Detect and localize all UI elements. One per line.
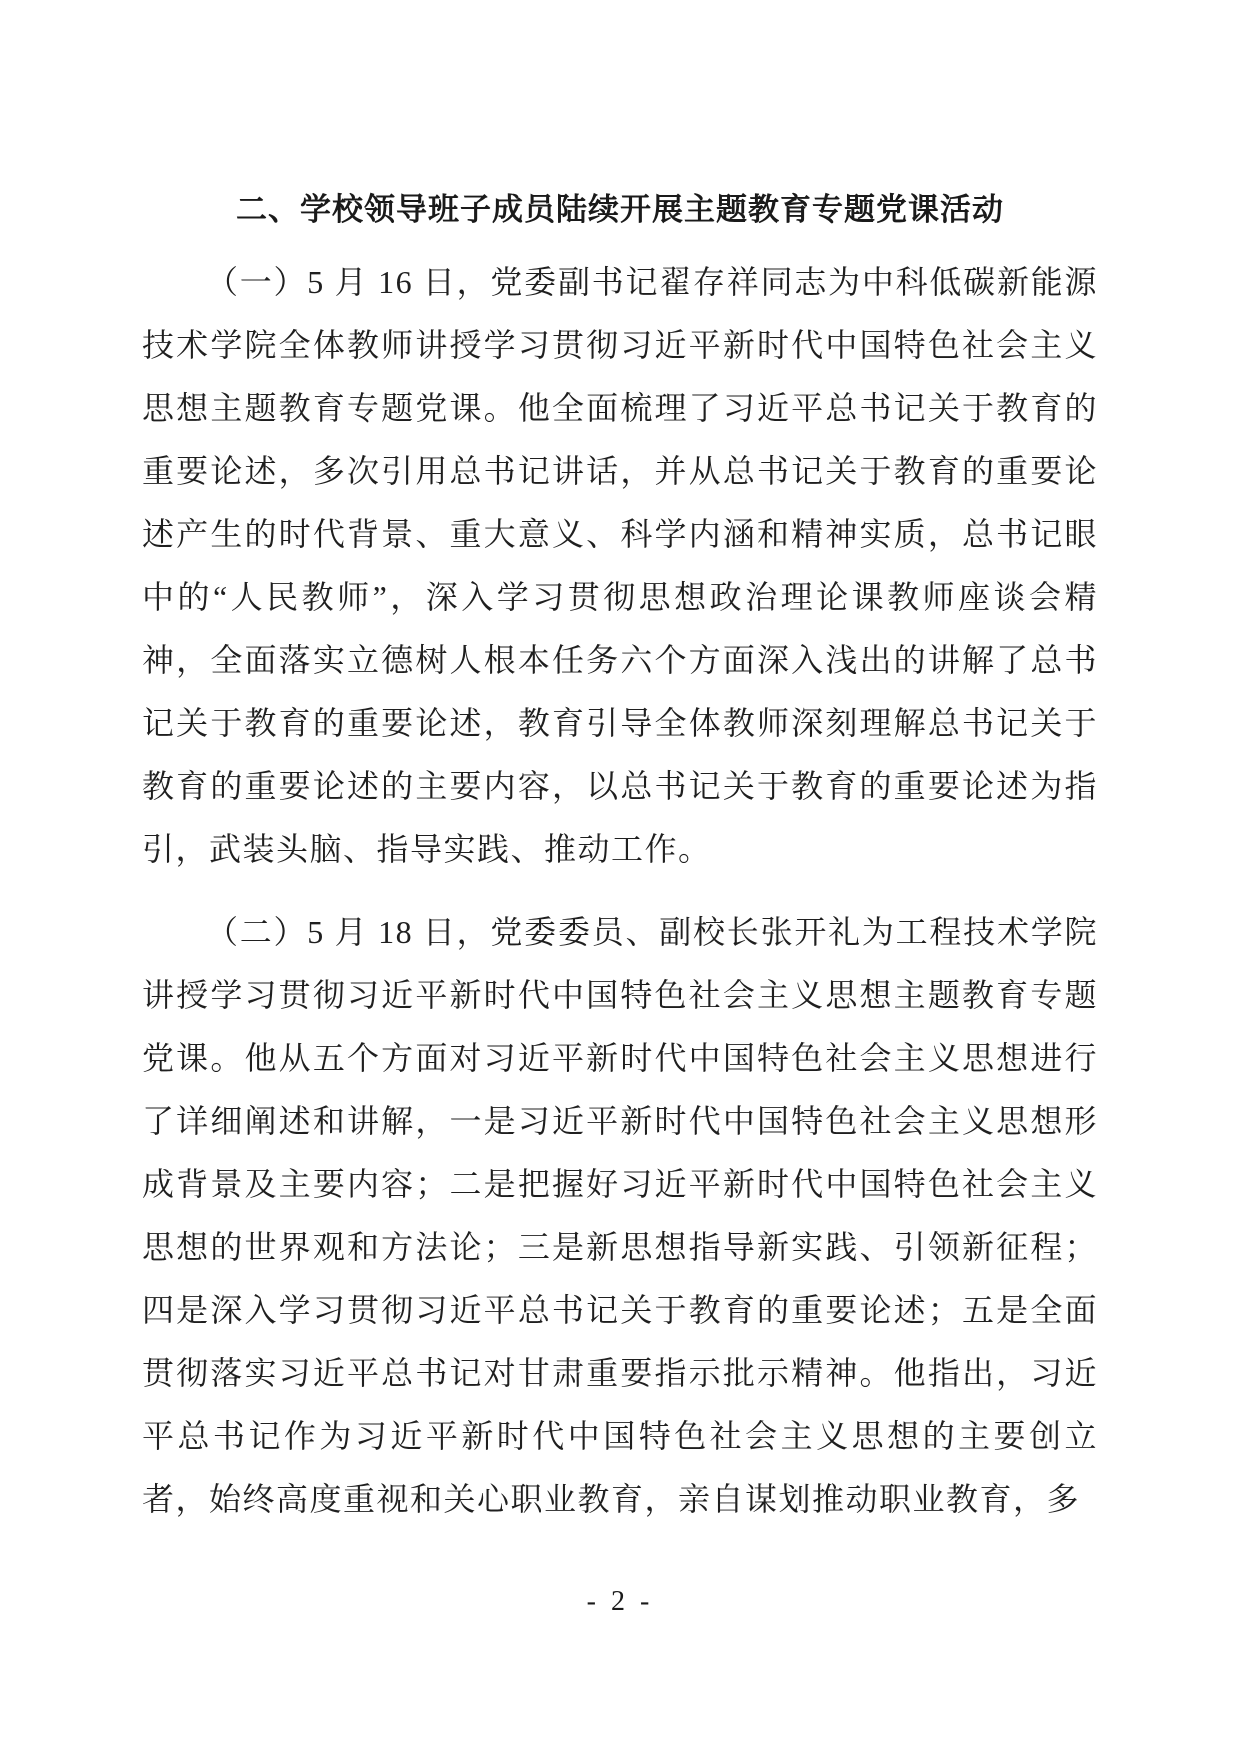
paragraph-1: （一）5 月 16 日，党委副书记翟存祥同志为中科低碳新能源技术学院全体教师讲授学习贯彻习近平新时代中国特色社会主义思想主题教育专题党课。他全面梳理了习近平总书记关于教育的重要论述，多次引用总书记讲话，并从总书记关于教育的重要论述产生的时代背景、重大意义、科学内涵和精神实质，总书记眼中的“人民教师”，深入学习贯彻思想政治理论课教师座谈会精神，全面落实立德树人根本任务六个方面深入浅出的讲解了总书记关于教育的重要论述，教育引导全体教师深刻理解总书记关于教育的重要论述的主要内容，以总书记关于教育的重要论述为指引，武装头脑、指导实践、推动工作。 (142, 264, 1098, 867)
paragraph-2: （二）5 月 18 日，党委委员、副校长张开礼为工程技术学院讲授学习贯彻习近平新时代中国特色社会主义思想主题教育专题党课。他从五个方面对习近平新时代中国特色社会主义思想进行了详细阐述和讲解，一是习近平新时代中国特色社会主义思想形成背景及主要内容；二是把握好习近平新时代中国特色社会主义思想的世界观和方法论；三是新思想指导新实践、引领新征程；四是深入学习贯彻习近平总书记关于教育的重要论述；五是全面贯彻落实习近平总书记对甘肃重要指示批示精神。他指出，习近平总书记作为习近平新时代中国特色社会主义思想的主要创立者，始终高度重视和关心职业教育，亲自谋划推动职业教育，多 (142, 914, 1098, 1517)
page-number: - 2 - (586, 1586, 654, 1617)
section-heading: 二、学校领导班子成员陆续开展主题教育专题党课活动 (236, 192, 1004, 227)
